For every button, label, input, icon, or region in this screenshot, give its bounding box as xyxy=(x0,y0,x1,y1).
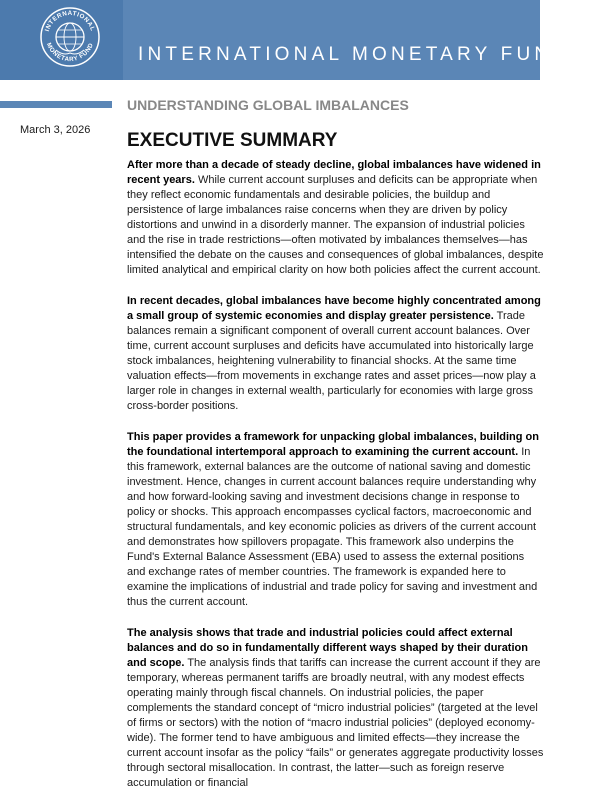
paragraph-lead: In recent decades, global imbalances have become highly concentrated among a small group of systemic economies and display greater persistence. xyxy=(127,295,541,322)
report-title: UNDERSTANDING GLOBAL IMBALANCES xyxy=(127,97,409,113)
paragraph xyxy=(127,294,545,414)
seal-panel xyxy=(0,0,123,80)
paragraph-lead: After more than a decade of steady decline, global imbalances have widened in recent years. xyxy=(127,159,541,186)
section-title: EXECUTIVE SUMMARY xyxy=(127,130,338,151)
org-name: INTERNATIONAL MONETARY FUND xyxy=(138,44,571,65)
svg-text:MONETARY FUND: MONETARY FUND xyxy=(44,41,96,64)
summary-body xyxy=(127,158,545,807)
publication-date: March 3, 2026 xyxy=(20,124,91,136)
accent-rule xyxy=(0,101,112,108)
svg-text:INTERNATIONAL: INTERNATIONAL xyxy=(43,9,97,33)
paragraph xyxy=(127,158,545,278)
paragraph-text: The analysis finds that tariffs can increase the current account if they are temporary, whereas permanent tariffs are broadly neutral, with any modest effects operating mainly through fiscal channels. On industrial policies, the paper complements the standard concept of “micro industrial policies” (targeted at the level of firms or sectors) with the notion of “macro industrial policies” (deployed economy-wide). The former tend to have ambiguous and limited effects—they increase the current account insofar as the policy “fails” or generates aggregate productivity losses through sectoral misallocation. In contrast, the latter—such as foreign reserve accumulation or financial xyxy=(127,657,544,789)
paragraph-text: In this framework, external balances are the outcome of national saving and domestic investment. Hence, changes in current account balances require understanding why and how forward-looking saving and investment decisions change in response to policy or shocks. This approach encompasses cyclical factors, macroeconomic and structural fundamentals, and key economic policies as drivers of the current account and demonstrates how spillovers propagate. This framework also underpins the Fund's External Balance Assessment (EBA) used to assess the external positions and exchange rates of member countries. The framework is expanded here to examine the implications of industrial and trade policy for saving and investment and thus the current account. xyxy=(127,446,538,608)
paragraph-lead: The analysis shows that trade and industrial policies could affect external balances and do so in fundamentally different ways shaped by their duration and scope. xyxy=(127,627,528,669)
paragraph-text: Trade balances remain a significant component of overall current account balances. Over time, current account surpluses and deficits have accumulated into historically large stock imbalances, heightening vulnerability to financial shocks. At the same time valuation effects—from movements in exchange rates and asset prices—now play a larger role in changes in external wealth, particularly for economies with large gross cross-border positions. xyxy=(127,310,536,412)
paragraph-text: While current account surpluses and deficits can be appropriate when they reflect economic fundamentals and desirable policies, the buildup and persistence of large imbalances raise concerns when they are driven by policy distortions and unwind in a disorderly manner. The expansion of industrial policies and the rise in trade restrictions—often motivated by imbalances themselves—has intensified the debate on the causes and consequences of global imbalances, despite limited analytical and empirical clarity on how both policies affect the current account. xyxy=(127,174,544,276)
paragraph xyxy=(127,430,545,610)
imf-seal-icon xyxy=(39,6,101,68)
paragraph xyxy=(127,626,545,791)
header-banner xyxy=(0,0,571,80)
paragraph-lead: This paper provides a framework for unpacking global imbalances, building on the foundational intertemporal approach to examining the current account. xyxy=(127,431,539,458)
